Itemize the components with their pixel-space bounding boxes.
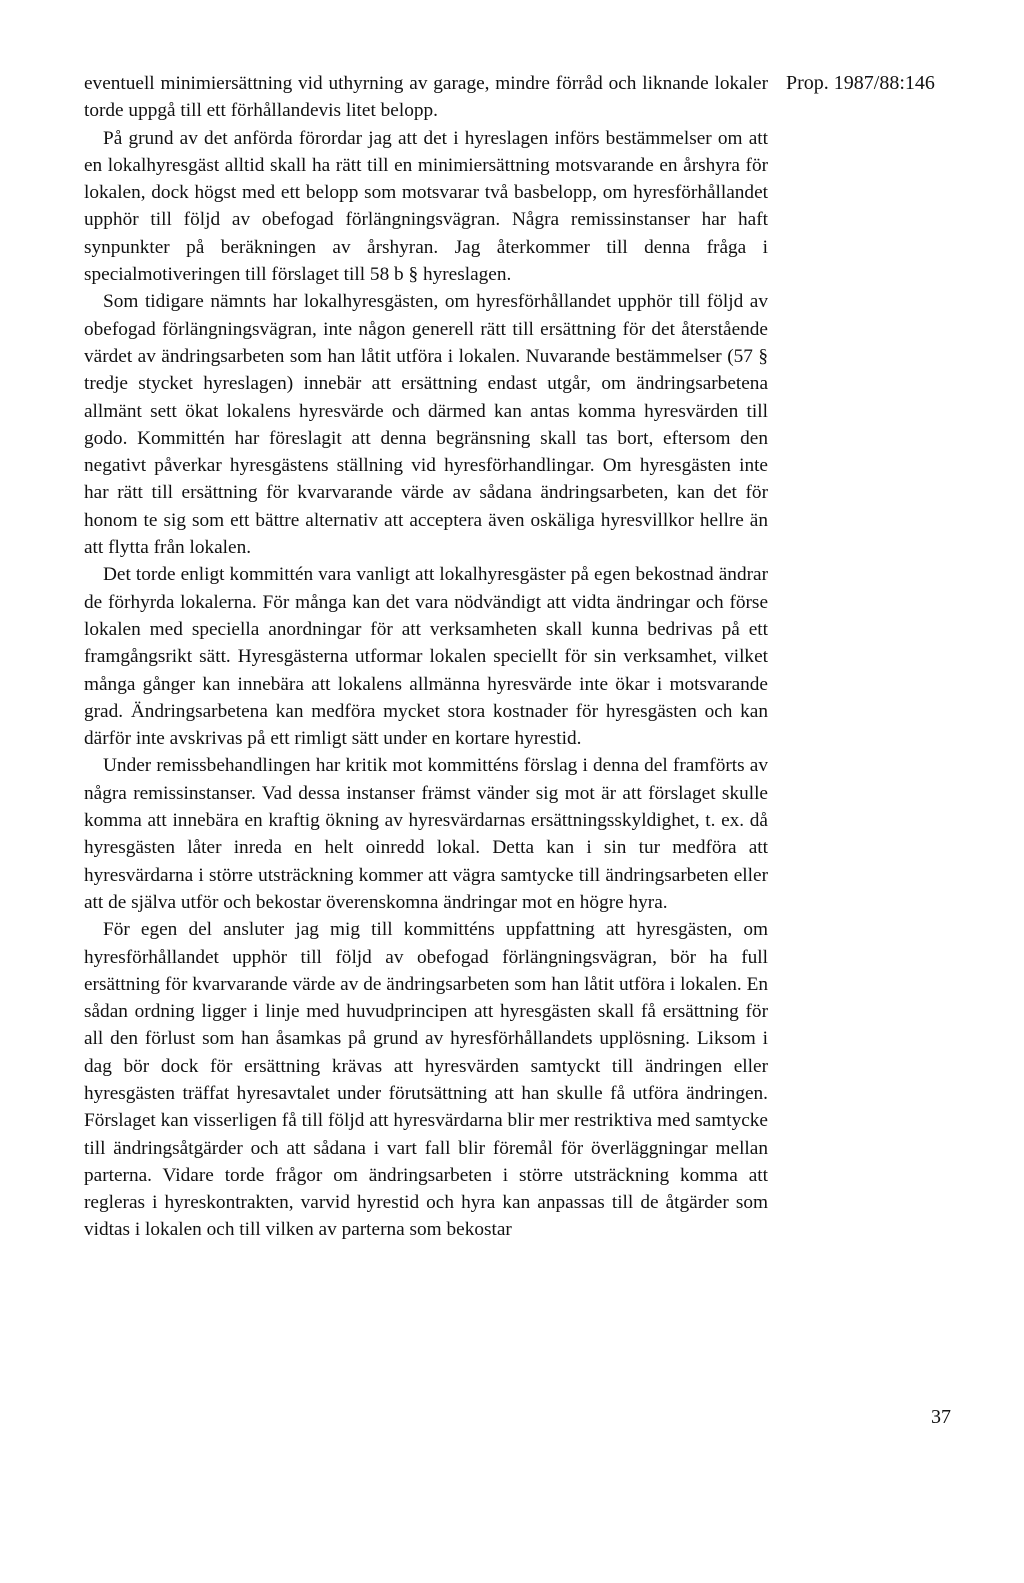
page-number: 37 [931, 1406, 951, 1428]
body-text [84, 70, 768, 1244]
paragraph-minimum-compensation: På grund av det anförda förordar jag att det i hyreslagen införs bestämmelser om att en lokalhyresgäst alltid skall ha rätt till en minimiersättning motsvarande en årshyra för lokalen, dock högst med ett belopp som motsvarar två basbelopp, om hyresförhållandet upphör till följd av obefogad förlängningsvägran. Några remissinstanser har haft synpunkter på beräkningen av årshyran. Jag återkommer till denna fråga i specialmotiveringen till förslaget till 58 b § hyreslagen. [84, 127, 768, 286]
proposition-reference: Prop. 1987/88:146 [786, 72, 935, 94]
paragraph-alteration-work: Som tidigare nämnts har lokalhyresgästen, om hyresförhållandet upphör till följd av obefogad förlängningsvägran, inte någon generell rätt till ersättning för det återstående värdet av ändringsarbeten som han låtit utföra i lokalen. Nuvarande bestämmelser (57 § tredje stycket hyreslagen) innebär att ersättning endast utgår, om ändringsarbetena allmänt sett ökat lokalens hyresvärde och därmed kan antas komma hyresvärden till godo. Kommittén har föreslagit att denna begränsning skall tas bort, eftersom den negativt påverkar hyresgästens ställning vid hyresförhandlingar. Om hyresgästen inte har rätt till ersättning för kvarvarande värde av sådana ändringsarbeten, kan det för honom te sig som ett bättre alternativ att acceptera även oskäliga hyresvillkor hellre än att flytta från lokalen. [84, 291, 768, 559]
paragraph-continuation: eventuell minimiersättning vid uthyrning av garage, mindre förråd och liknande lokaler torde uppgå till ett förhållandevis litet belopp. [84, 73, 768, 122]
paragraph-referral-criticism: Under remissbehandlingen har kritik mot kommitténs förslag i denna del framförts av några remissinstanser. Vad dessa instanser främst vänder sig mot är att förslaget skulle komma att innebära en kraftig ökning av hyresvärdarnas ersättningsskyldighet, t. ex. då hyresgästen låter inreda en helt oinredd lokal. Detta kan i sin tur medföra att hyresvärdarna i större utsträckning kommer att vägra samtycke till ändringsarbeten eller att de själva utför och bekostar överenskomna ändringar mot en högre hyra. [84, 755, 768, 913]
paragraph-committee-view: Det torde enligt kommittén vara vanligt att lokalhyresgäster på egen bekostnad ändrar de förhyrda lokalerna. För många kan det vara nödvändigt att vidta ändringar och förse lokalen med speciella anordningar för att verksamheten skall kunna bedrivas på ett framgångsrikt sätt. Hyresgästerna utformar lokalen speciellt för sin verksamhet, vilket många gånger kan innebära att lokalens allmänna hyresvärde inte ökar i motsvarande grad. Ändringsarbetena kan medföra mycket stora kostnader för hyresgästen och kan därför inte avskrivas på ett rimligt sätt under en kortare hyrestid. [84, 564, 768, 750]
paragraph-own-position: För egen del ansluter jag mig till kommitténs uppfattning att hyresgästen, om hyresförhållandet upphör till följd av obefogad förlängningsvägran, bör ha full ersättning för kvarvarande värde av de ändringsarbeten som han låtit utföra i lokalen. En sådan ordning ligger i linje med huvudprincipen att hyresgästen skall få ersättning för all den förlust som han åsamkas på grund av hyresförhållandets upplösning. Liksom i dag bör dock för ersättning krävas att hyresvärden samtyckt till ändringen eller hyresgästen träffat hyresavtalet under förutsättning att han skulle få utföra ändringen. Förslaget kan visserligen få till följd att hyresvärdarna blir mer restriktiva med samtycke till ändringsåtgärder och att sådana i vart fall blir föremål för överläggningar mellan parterna. Vidare torde frågor om ändringsarbeten i större utsträckning komma att regleras i hyreskontrakten, varvid hyrestid och hyra kan anpassas till de åtgärder som vidtas i lokalen och till vilken av parterna som bekostar [84, 919, 768, 1241]
